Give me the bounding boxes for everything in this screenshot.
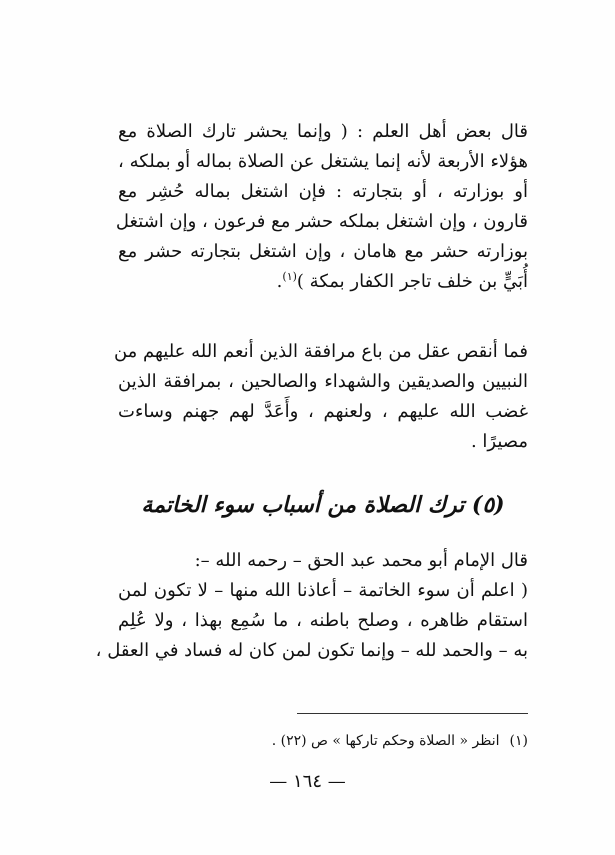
text-line: قال الإمام أبو محمد عبد الحق – رحمه الله –: xyxy=(194,550,528,571)
text-line: غضب الله عليهم ، ولعنهم ، وأَعَدَّ لهم جهنم وساءت xyxy=(118,401,528,422)
text-line: فما أنقص عقل من باع مرافقة الذين أنعم الله عليهم من xyxy=(113,341,528,362)
text-line-last xyxy=(118,267,528,297)
paragraph-2 xyxy=(113,337,528,457)
footnote-reference[interactable]: (١) xyxy=(282,270,297,283)
section-heading: (٥) ترك الصلاة من أسباب سوء الخاتمة xyxy=(141,492,505,518)
footnote-number: (١) xyxy=(509,733,528,749)
text-line: بوزارته حشر مع هامان ، وإن اشتغل بتجارته حشر مع xyxy=(118,241,528,262)
text-line-last: مصيرًا . xyxy=(470,431,528,452)
footnote xyxy=(118,730,528,752)
page-number: — ١٦٤ — xyxy=(269,771,346,792)
text-line: النبيين والصديقين والشهداء والصالحين ، بمرافقة الذين xyxy=(118,371,528,392)
text-line: ( اعلم أن سوء الخاتمة – أعاذنا الله منها – لا تكون لمن xyxy=(118,580,528,601)
text-line-content: أُبَيٍّ بن خلف تاجر الكفار بمكة ) xyxy=(296,271,528,292)
text-line: استقام ظاهره ، وصلح باطنه ، ما سُمِع بهذا ، ولا عُلِم xyxy=(118,610,528,631)
sentence-end: . xyxy=(276,271,283,292)
paragraph-1 xyxy=(115,117,528,297)
text-line: هؤلاء الأربعة لأنه إنما يشتغل عن الصلاة بماله أو بملكه ، xyxy=(118,151,528,172)
text-line: قارون ، وإن اشتغل بملكه حشر مع فرعون ، وإن اشتغل xyxy=(115,211,528,232)
paragraph-3 xyxy=(95,546,528,666)
text-line: أو بوزارته ، أو بتجارته : فإن اشتغل بماله حُشِر مع xyxy=(118,181,528,202)
footnote-divider xyxy=(297,713,528,714)
footnote-text: انظر « الصلاة وحكم تاركها » ص (٢٢) . xyxy=(271,733,500,749)
text-line: به – والحمد لله – وإنما تكون لمن كان له فساد في العقل ، xyxy=(95,640,528,661)
text-line: قال بعض أهل العلم : ( وإنما يحشر تارك الصلاة مع xyxy=(118,121,528,142)
